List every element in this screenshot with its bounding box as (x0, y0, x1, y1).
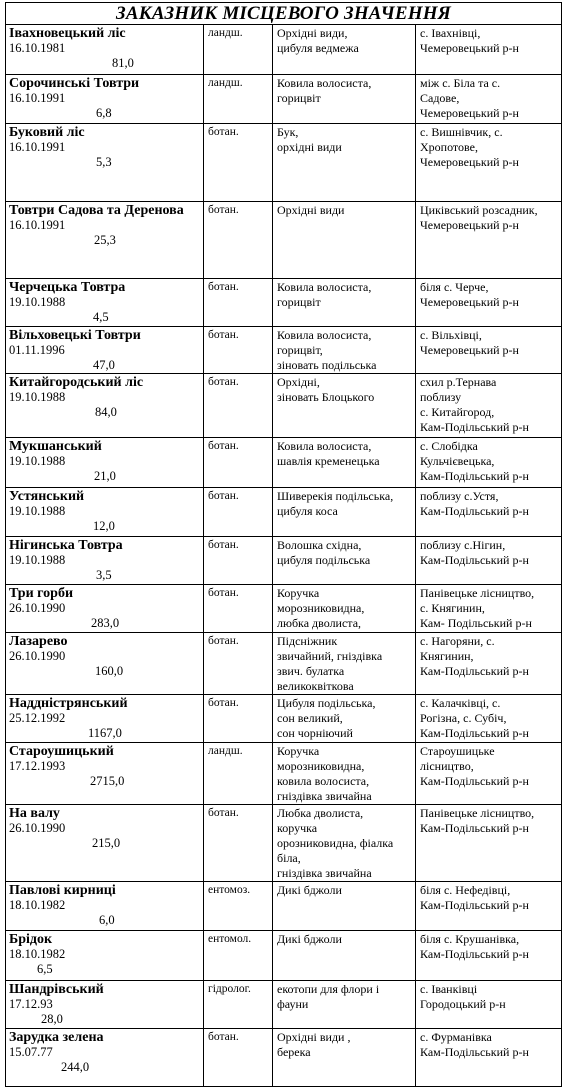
reserve-type: ботан. (204, 374, 273, 438)
reserve-location-cell (416, 124, 562, 202)
location-line: лісництво, (420, 759, 474, 773)
reserve-species-cell (273, 695, 416, 743)
location-line: Чемеровецький р-н (420, 295, 519, 309)
location-line: Кам-Подільський р-н (420, 947, 529, 961)
reserve-area: 283,0 (91, 616, 120, 630)
location-line: Кам-Подільський р-н (420, 664, 529, 678)
reserve-name-cell (6, 981, 204, 1029)
location-line: Городоцький р-н (420, 997, 506, 1011)
species-line: Ковила волосиста, (277, 328, 372, 342)
reserve-type: ентомоз. (204, 882, 273, 931)
reserve-area: 244,0 (61, 1060, 90, 1074)
species-line: цибуля ведмежа (277, 41, 359, 55)
reserve-location-cell (416, 633, 562, 695)
location-line: поблизу (420, 390, 462, 404)
species-line: Орхідні види, (277, 26, 348, 40)
reserve-location-cell (416, 75, 562, 124)
location-line: Чемеровецький р-н (420, 155, 519, 169)
reserve-date: 01.11.1996 (9, 343, 65, 357)
species-line: фауни (277, 997, 309, 1011)
species-line: гніздівка звичайна (277, 789, 372, 803)
reserve-date: 16.10.1991 (9, 91, 66, 105)
reserve-species-cell (273, 488, 416, 537)
reserve-area: 160,0 (95, 664, 124, 678)
location-line: Чемеровецький р-н (420, 218, 519, 232)
reserve-area: 215,0 (92, 836, 121, 850)
reserve-type: ландш. (204, 25, 273, 75)
reserve-type: ботан. (204, 585, 273, 633)
reserve-name: Китайгородський ліс (9, 375, 144, 390)
table-title: ЗАКАЗНИК МІСЦЕВОГО ЗНАЧЕННЯ (6, 3, 562, 25)
reserve-name: Староушицький (9, 744, 114, 759)
reserve-name: Павлові кирниці (9, 883, 116, 898)
reserve-area: 25,3 (94, 233, 116, 247)
table-row (6, 25, 562, 75)
location-line: Кам-Подільський р-н (420, 774, 529, 788)
species-line: біла, (277, 851, 301, 865)
reserve-type: ландш. (204, 743, 273, 805)
table-row (6, 882, 562, 931)
reserve-type: ентомол. (204, 931, 273, 981)
reserve-date: 19.10.1988 (9, 504, 66, 518)
reserve-location-cell (416, 585, 562, 633)
reserve-species-cell (273, 882, 416, 931)
reserve-name-cell (6, 327, 204, 374)
species-line: цибуля подільська (277, 553, 371, 567)
reserve-name: Зарудка зелена (9, 1030, 104, 1045)
location-line: с. Фурманівка (420, 1030, 492, 1044)
species-line: Любка дволиста, (277, 806, 364, 820)
species-line: Коручка (277, 744, 320, 758)
reserve-name-cell (6, 633, 204, 695)
reserve-location-cell (416, 374, 562, 438)
table-body (6, 25, 562, 1087)
reserve-date: 19.10.1988 (9, 454, 66, 468)
location-line: Кам-Подільський р-н (420, 553, 529, 567)
document (5, 2, 561, 1087)
reserve-species-cell (273, 202, 416, 279)
location-line: Чемеровецький р-н (420, 106, 519, 120)
location-line: с. Китайгород, (420, 405, 495, 419)
reserve-name: Івахновецький ліс (9, 26, 126, 41)
reserve-name: На валу (9, 806, 60, 821)
reserve-area: 6,8 (96, 106, 112, 120)
reserve-species-cell (273, 743, 416, 805)
species-line: берека (277, 1045, 311, 1059)
species-line: зіновать Блоцького (277, 390, 375, 404)
reserve-area: 28,0 (41, 1012, 63, 1026)
reserve-area: 6,0 (99, 913, 115, 927)
reserve-type: ботан. (204, 633, 273, 695)
reserve-date: 19.10.1988 (9, 390, 66, 404)
reserve-name: Мукшанський (9, 439, 102, 454)
reserves-table (5, 2, 562, 1087)
location-line: с. Вільхівці, (420, 328, 482, 342)
reserve-name: Устянський (9, 489, 85, 504)
location-line: Рогізна, с. Субіч, (420, 711, 507, 725)
reserve-name-cell (6, 1029, 204, 1087)
reserve-name-cell (6, 124, 204, 202)
reserve-type: ботан. (204, 124, 273, 202)
reserve-species-cell (273, 1029, 416, 1087)
table-row (6, 327, 562, 374)
location-line: Кульчієвецька, (420, 454, 495, 468)
location-line: Кам-Подільський р-н (420, 504, 529, 518)
reserve-name-cell (6, 374, 204, 438)
reserve-type: ландш. (204, 75, 273, 124)
reserve-location-cell (416, 279, 562, 327)
reserve-area: 21,0 (94, 469, 116, 483)
species-line: Ковила волосиста, (277, 439, 372, 453)
reserve-species-cell (273, 805, 416, 882)
reserve-species-cell (273, 633, 416, 695)
reserve-location-cell (416, 882, 562, 931)
location-line: біля с. Черче, (420, 280, 489, 294)
reserve-location-cell (416, 981, 562, 1029)
species-line: Шиверекія подільська, (277, 489, 394, 503)
species-line: Дикі бджоли (277, 883, 342, 897)
reserve-name-cell (6, 743, 204, 805)
species-line: Цибуля подільська, (277, 696, 376, 710)
reserve-species-cell (273, 327, 416, 374)
location-line: біля с. Нефедівці, (420, 883, 511, 897)
location-line: Чемеровецький р-н (420, 41, 519, 55)
species-line: цибуля коса (277, 504, 338, 518)
reserve-name: Вільховецькі Товтри (9, 328, 141, 343)
table-row (6, 438, 562, 488)
reserve-date: 18.10.1982 (9, 947, 66, 961)
reserve-date: 26.10.1990 (9, 649, 66, 663)
reserve-type: ботан. (204, 279, 273, 327)
reserve-area: 6,5 (37, 962, 53, 976)
location-line: с. Іванківці (420, 982, 478, 996)
location-line: Княгинин, (420, 649, 474, 663)
location-line: схил р.Тернава (420, 375, 497, 389)
location-line: Староушицьке (420, 744, 495, 758)
table-row (6, 633, 562, 695)
location-line: с. Калачківці, с. (420, 696, 501, 710)
species-line: орхідні види (277, 140, 342, 154)
table-row (6, 695, 562, 743)
table-row (6, 374, 562, 438)
reserve-location-cell (416, 743, 562, 805)
species-line: зіновать подільська (277, 358, 377, 372)
table-row (6, 931, 562, 981)
reserve-date: 19.10.1988 (9, 295, 66, 309)
reserve-type: ботан. (204, 695, 273, 743)
reserve-name: Шандрівський (9, 982, 104, 997)
reserve-species-cell (273, 124, 416, 202)
reserve-area: 84,0 (95, 405, 117, 419)
reserve-date: 16.10.1991 (9, 218, 66, 232)
reserve-name: Три горби (9, 586, 74, 601)
table-row (6, 805, 562, 882)
reserve-type: ботан. (204, 202, 273, 279)
species-line: Волошка східна, (277, 538, 362, 552)
table-row (6, 279, 562, 327)
reserve-name-cell (6, 25, 204, 75)
reserve-name: Буковий ліс (9, 125, 85, 140)
species-line: звич. булатка (277, 664, 345, 678)
location-line: поблизу с.Нігин, (420, 538, 506, 552)
reserve-location-cell (416, 438, 562, 488)
location-line: Панівецьке лісництво, (420, 806, 535, 820)
reserve-area: 1167,0 (88, 726, 122, 740)
reserve-type: ботан. (204, 438, 273, 488)
reserve-area: 12,0 (93, 519, 115, 533)
species-line: великоквіткова (277, 679, 354, 693)
reserve-area: 81,0 (112, 56, 134, 70)
species-line: Орхідні, (277, 375, 320, 389)
reserve-date: 16.10.1981 (9, 41, 66, 55)
reserve-species-cell (273, 537, 416, 585)
species-line: коручка (277, 821, 318, 835)
location-line: Панівецьке лісництво, (420, 586, 535, 600)
species-line: сон чорніючий (277, 726, 353, 740)
reserve-name: Наддністрянський (9, 696, 128, 711)
table-row (6, 124, 562, 202)
location-line: с. Івахнівці, (420, 26, 481, 40)
species-line: морозниковидна, (277, 759, 365, 773)
location-line: с. Нагоряни, с. (420, 634, 495, 648)
reserve-name: Сорочинські Товтри (9, 76, 140, 91)
location-line: Хропотове, (420, 140, 478, 154)
reserve-date: 18.10.1982 (9, 898, 66, 912)
species-line: горицвіт, (277, 343, 323, 357)
table-row (6, 585, 562, 633)
reserve-name: Товтри Садова та Деренова (9, 203, 184, 218)
species-line: Коручка (277, 586, 320, 600)
location-line: Кам-Подільський р-н (420, 821, 529, 835)
reserve-type: ботан. (204, 327, 273, 374)
species-line: орозниковидна, фіалка (277, 836, 394, 850)
location-line: Кам-Подільський р-н (420, 1045, 529, 1059)
species-line: сон великий, (277, 711, 343, 725)
table-row (6, 75, 562, 124)
title-row (6, 3, 562, 25)
species-line: шавлія кременецька (277, 454, 380, 468)
species-line: Бук, (277, 125, 299, 139)
reserve-name-cell (6, 931, 204, 981)
location-line: Кам-Подільський р-н (420, 726, 529, 740)
species-line: Орхідні види (277, 203, 345, 217)
reserve-location-cell (416, 1029, 562, 1087)
species-line: Орхідні види , (277, 1030, 351, 1044)
location-line: Кам-Подільський р-н (420, 469, 529, 483)
location-line: с. Слобідка (420, 439, 478, 453)
reserve-location-cell (416, 695, 562, 743)
location-line: біля с. Крушанівка, (420, 932, 520, 946)
location-line: Кам-Подільський р-н (420, 420, 529, 434)
reserve-species-cell (273, 279, 416, 327)
reserve-name-cell (6, 882, 204, 931)
reserve-species-cell (273, 981, 416, 1029)
location-line: с. Княгинин, (420, 601, 485, 615)
reserve-type: ботан. (204, 537, 273, 585)
reserve-species-cell (273, 438, 416, 488)
reserve-name: Нігинська Товтра (9, 538, 123, 553)
table-row (6, 981, 562, 1029)
location-line: Садове, (420, 91, 460, 105)
reserve-location-cell (416, 488, 562, 537)
table-row (6, 488, 562, 537)
reserve-type: гідролог. (204, 981, 273, 1029)
reserve-name-cell (6, 75, 204, 124)
reserve-area: 47,0 (93, 358, 115, 372)
reserve-name-cell (6, 805, 204, 882)
reserve-area: 3,5 (96, 568, 112, 582)
reserve-date: 17.12.1993 (9, 759, 66, 773)
species-line: Підсніжник (277, 634, 338, 648)
location-line: між с. Біла та с. (420, 76, 501, 90)
reserve-name-cell (6, 488, 204, 537)
location-line: Кам- Подільський р-н (420, 616, 532, 630)
reserve-name-cell (6, 279, 204, 327)
reserve-name-cell (6, 202, 204, 279)
species-line: Ковила волосиста, (277, 280, 372, 294)
reserve-name-cell (6, 537, 204, 585)
species-line: екотопи для флори і (277, 982, 380, 996)
reserve-name-cell (6, 695, 204, 743)
table-row (6, 743, 562, 805)
reserve-area: 2715,0 (90, 774, 125, 788)
reserve-species-cell (273, 75, 416, 124)
species-line: звичайний, гніздівка (277, 649, 383, 663)
species-line: горицвіт (277, 91, 321, 105)
table-row (6, 1029, 562, 1087)
reserve-name-cell (6, 438, 204, 488)
species-line: горицвіт (277, 295, 321, 309)
reserve-area: 4,5 (93, 310, 109, 324)
reserve-type: ботан. (204, 1029, 273, 1087)
species-line: ковила волосиста, (277, 774, 370, 788)
reserve-location-cell (416, 202, 562, 279)
location-line: Циківський розсадник, (420, 203, 538, 217)
table-row (6, 202, 562, 279)
reserve-location-cell (416, 327, 562, 374)
location-line: с. Вишнівчик, с. (420, 125, 503, 139)
species-line: гніздівка звичайна (277, 866, 372, 880)
reserve-location-cell (416, 931, 562, 981)
reserve-location-cell (416, 25, 562, 75)
reserve-name-cell (6, 585, 204, 633)
reserve-name: Брідок (9, 932, 53, 947)
reserve-date: 26.10.1990 (9, 601, 66, 615)
table-row (6, 537, 562, 585)
reserve-date: 16.10.1991 (9, 140, 66, 154)
location-line: поблизу с.Устя, (420, 489, 499, 503)
reserve-species-cell (273, 374, 416, 438)
reserve-date: 26.10.1990 (9, 821, 66, 835)
reserve-species-cell (273, 931, 416, 981)
species-line: Ковила волосиста, (277, 76, 372, 90)
species-line: любка дволиста, (277, 616, 362, 630)
reserve-date: 25.12.1992 (9, 711, 66, 725)
reserve-species-cell (273, 585, 416, 633)
reserve-type: ботан. (204, 805, 273, 882)
reserve-name: Черчецька Товтра (9, 280, 126, 295)
location-line: Кам-Подільський р-н (420, 898, 529, 912)
reserve-date: 17.12.93 (9, 997, 53, 1011)
reserve-type: ботан. (204, 488, 273, 537)
reserve-location-cell (416, 805, 562, 882)
species-line: Дикі бджоли (277, 932, 342, 946)
reserve-name: Лазарево (9, 634, 68, 649)
reserve-date: 19.10.1988 (9, 553, 66, 567)
reserve-area: 5,3 (96, 155, 112, 169)
reserve-date: 15.07.77 (9, 1045, 53, 1059)
reserve-species-cell (273, 25, 416, 75)
location-line: Чемеровецький р-н (420, 343, 519, 357)
reserve-location-cell (416, 537, 562, 585)
species-line: морозниковидна, (277, 601, 365, 615)
